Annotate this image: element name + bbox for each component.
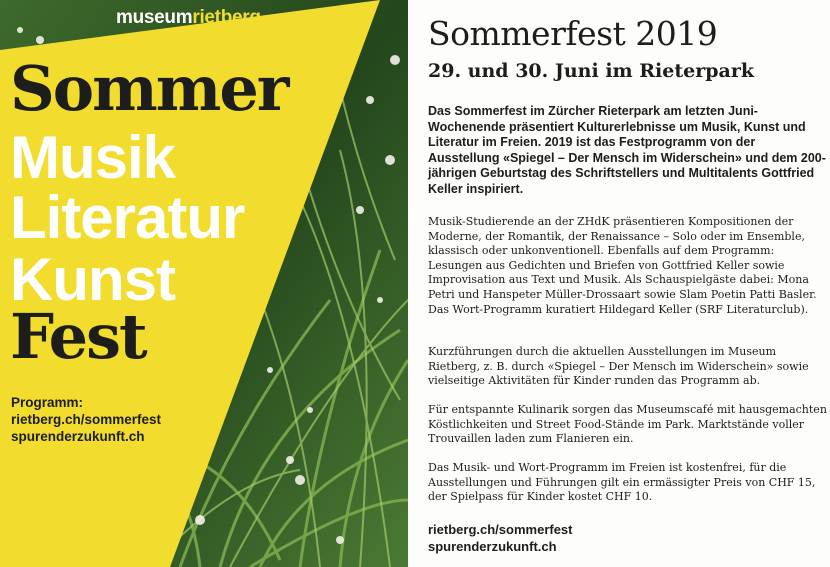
headline-word-literatur: Literatur <box>10 184 245 251</box>
front-link-rietberg[interactable]: rietberg.ch/sommerfest <box>11 412 162 427</box>
headline-word-fest: Fest <box>10 300 146 373</box>
headline-word-kunst: Kunst <box>10 246 175 313</box>
paragraph-music: Musik-Studierende an der ZHdK präsentieren Kompositionen der Moderne, der Romantik, der Renaissance – Solo oder im Ensemble, klassisch oder unkonventionell. Ebenfalls auf dem Programm: Lesungen aus Gedichten und Briefen von Gottfried Keller sowie Improvisation aus Text und Musik. Als Schauspielgäste dabei: Mona Petri und Hanspeter Müller-Drossaart sowie Slam Poetin Patti Basler. Das Wort-Programm kuratiert Hildegard Keller (SRF Literaturclub). <box>428 215 817 316</box>
back-link-rietberg[interactable]: rietberg.ch/sommerfest <box>428 522 573 537</box>
paragraph-tours: Kurzführungen durch die aktuellen Ausstellungen im Museum Rietberg, z. B. durch «Spiegel – Der Mensch im Widerschein» sowie vielseitige Aktivitäten für Kinder runden das Programm ab. <box>428 345 809 388</box>
paragraph-prices: Das Musik- und Wort-Programm im Freien ist kostenfrei, für die Ausstellungen und Führungen gilt ein ermässigter Preis von CHF 15, der Spielpass für Kinder kostet CHF 10. <box>428 461 816 504</box>
event-date: 29. und 30. Juni im Rieterpark <box>428 60 754 82</box>
event-title: Sommerfest 2019 <box>428 14 718 53</box>
front-link-spurenderzukunft[interactable]: spurenderzukunft.ch <box>11 429 145 444</box>
museum-rietberg-logo: museumrietberg <box>116 7 261 28</box>
headline-word-sommer: Sommer <box>10 52 288 125</box>
back-link-spurenderzukunft[interactable]: spurenderzukunft.ch <box>428 539 557 554</box>
flyer-front <box>0 0 408 567</box>
flyer-back <box>408 0 830 567</box>
programm-label: Programm: <box>11 395 84 410</box>
intro-paragraph: Das Sommerfest im Zürcher Rieterpark am letzten Juni-Wochenende präsentiert Kulturerlebnisse um Musik, Kunst und Literatur im Freien. 2019 ist das Festprogramm von der Ausstellung «Spiegel – Der Mensch im Widerschein» und dem 200-jährigen Geburtstag des Schriftstellers und Multitalents Gottfried Keller inspiriert. <box>428 104 826 196</box>
headline-word-musik: Musik <box>10 124 176 191</box>
paragraph-food: Für entspannte Kulinarik sorgen das Museumscafé mit hausgemachten Köstlichkeiten und Street Food-Stände im Park. Marktstände voller Trouvaillen laden zum Flanieren ein. <box>428 403 827 446</box>
